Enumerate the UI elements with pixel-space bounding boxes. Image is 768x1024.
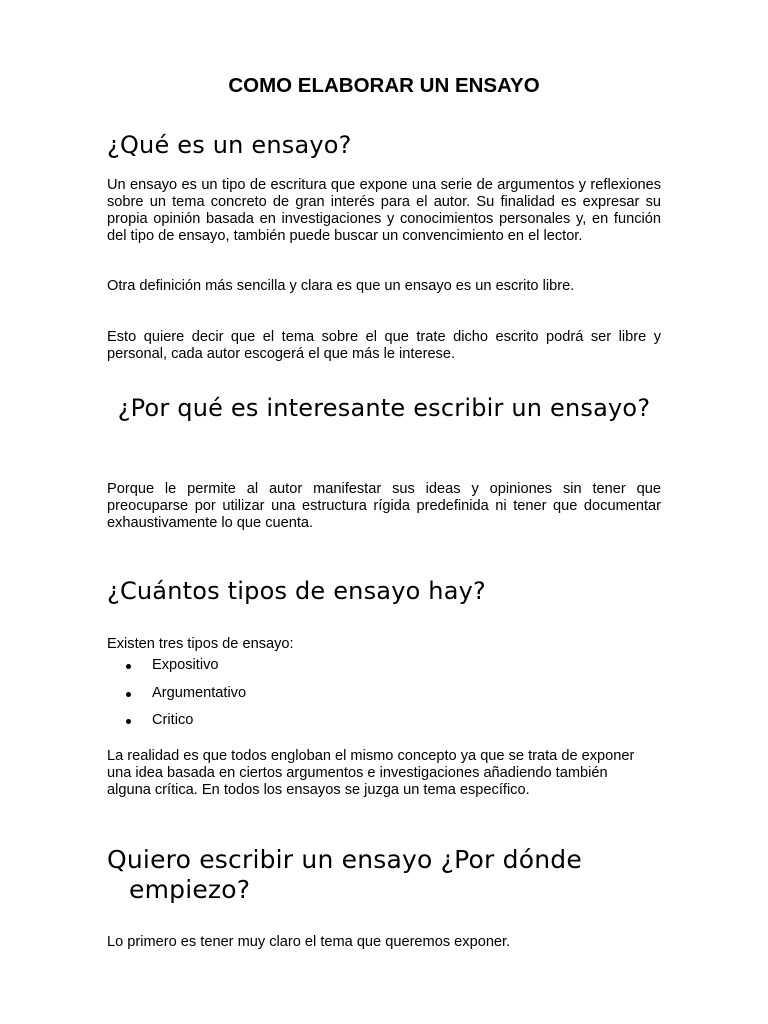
list-item — [107, 712, 661, 740]
section-2-paragraph-1: Porque le permite al autor manifestar sus ideas y opiniones sin tener que preocuparse por utilizar una estructura rígida predefinida ni tener que documentar exhaustivamente lo que cuenta. — [107, 481, 661, 531]
section-1-paragraph-1: Un ensayo es un tipo de escritura que expone una serie de argumentos y reflexiones sobre un tema concreto de gran interés para el autor. Su finalidad es expresar su propia opinión basada en investigaciones y conocimientos personales y, en función del tipo de ensayo, también puede buscar un convencimiento en el lector. — [107, 177, 661, 244]
bullet-icon — [126, 664, 131, 669]
section-3-intro: Existen tres tipos de ensayo: — [107, 636, 294, 652]
essay-types-list — [107, 657, 661, 740]
section-heading-types: ¿Cuántos tipos de ensayo hay? — [107, 577, 486, 605]
section-1-paragraph-2: Otra definición más sencilla y clara es que un ensayo es un escrito libre. — [107, 278, 575, 294]
section-heading-where-to-start: Quiero escribir un ensayo ¿Por dónde empiezo? — [107, 845, 582, 904]
bullet-icon — [126, 692, 131, 697]
list-item — [107, 657, 661, 685]
section-heading-why-interesting: ¿Por qué es interesante escribir un ensayo? — [117, 394, 651, 422]
section-heading-what-is-essay: ¿Qué es un ensayo? — [107, 131, 352, 159]
list-item-label: Argumentativo — [152, 684, 247, 701]
list-item-label: Expositivo — [152, 657, 219, 673]
section-1-paragraph-3: Esto quiere decir que el tema sobre el que trate dicho escrito podrá ser libre y personal, cada autor escogerá el que más le interese. — [107, 329, 661, 362]
section-4-paragraph-1: Lo primero es tener muy claro el tema que queremos exponer. — [107, 934, 511, 950]
section-3-paragraph-1: La realidad es que todos engloban el mismo concepto ya que se trata de exponer una idea basada en ciertos argumentos e investigaciones añadiendo también alguna crítica. En todos los ensayos se juzga un tema específico. — [107, 748, 635, 798]
document-title: COMO ELABORAR UN ENSAYO — [228, 74, 540, 97]
bullet-icon — [126, 719, 131, 724]
list-item-label: Critico — [152, 712, 194, 728]
list-item — [107, 685, 661, 713]
